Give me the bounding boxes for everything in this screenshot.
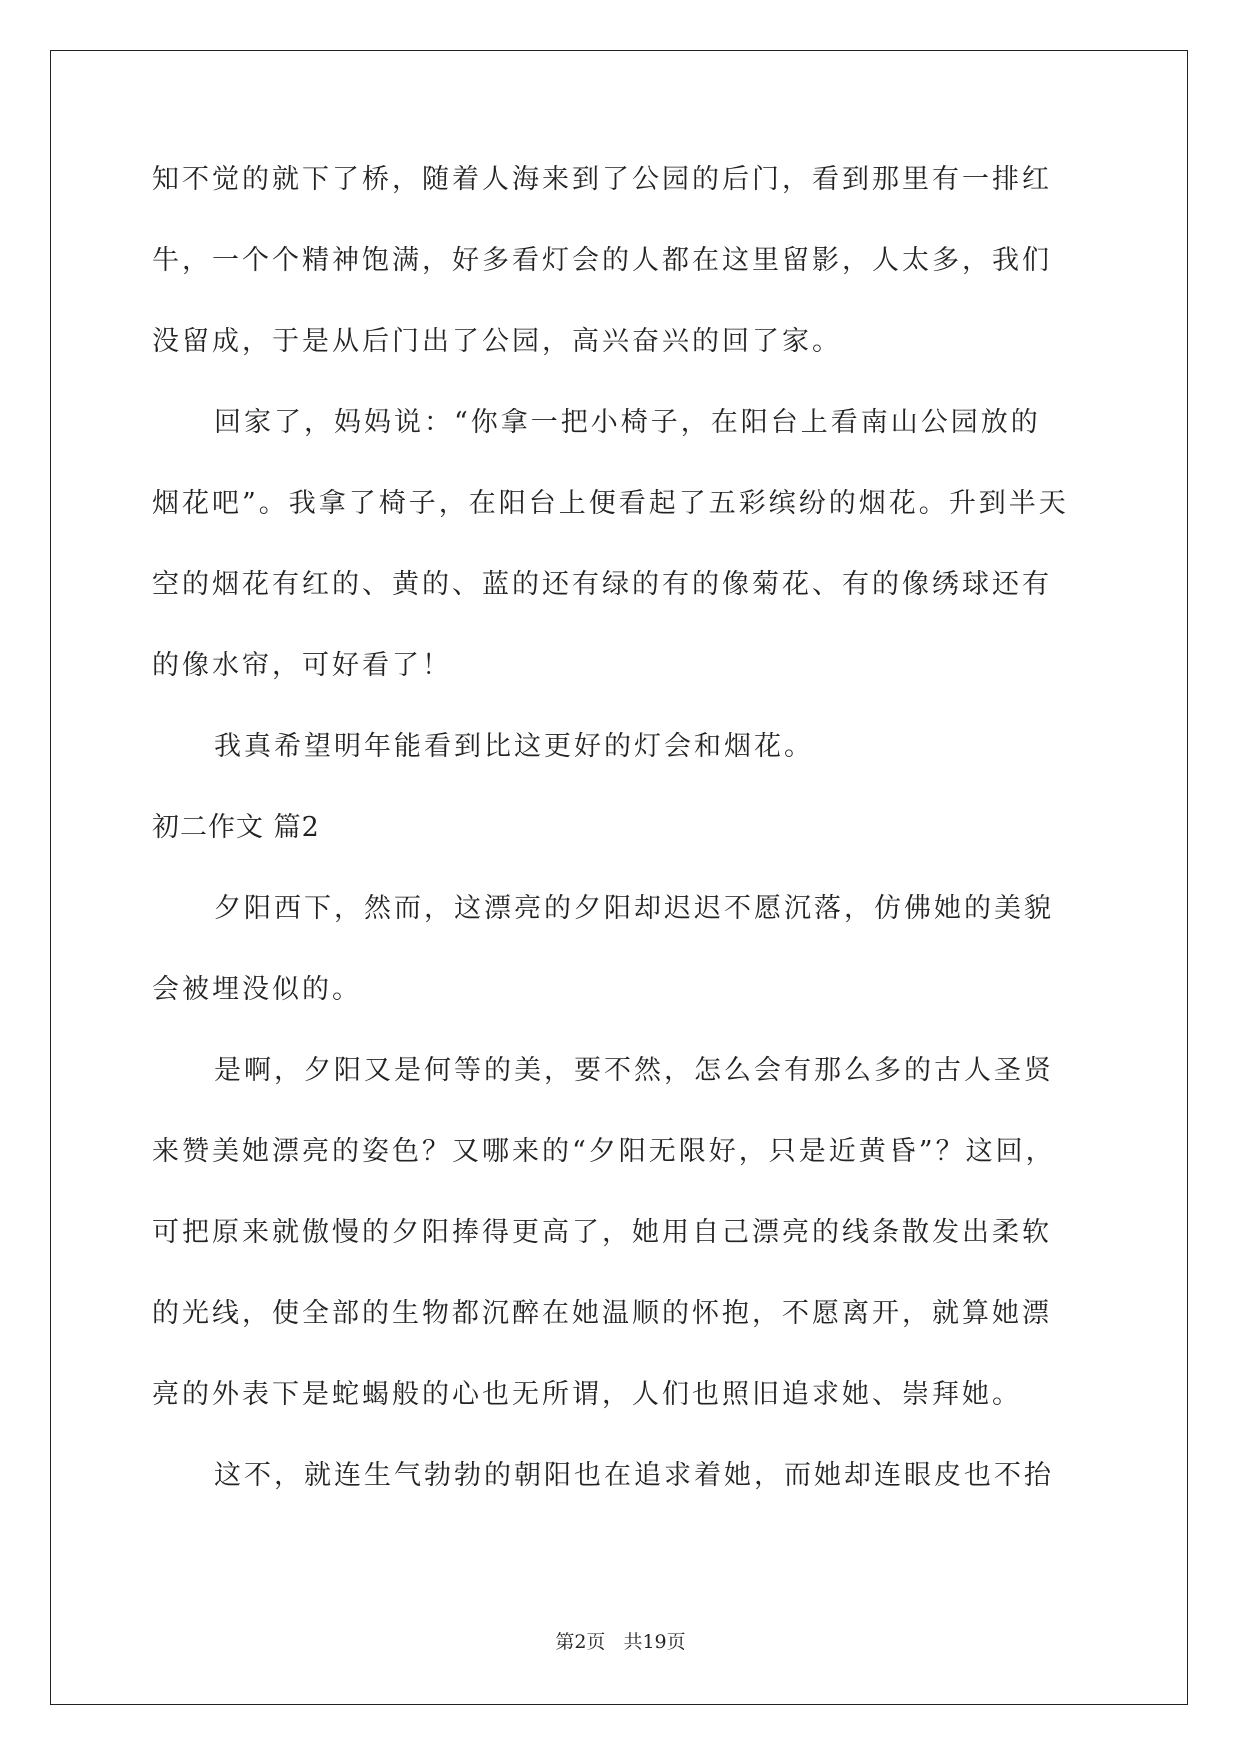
text-line: 是啊，夕阳又是何等的美，要不然，怎么会有那么多的古人圣贤	[214, 1055, 1054, 1086]
text-line: 牛，一个个精神饱满，好多看灯会的人都在这里留影，人太多，我们	[152, 245, 1052, 276]
page-total: 共19页	[623, 1631, 686, 1653]
text-line: 可把原来就傲慢的夕阳捧得更高了，她用自己漂亮的线条散发出柔软	[152, 1217, 1052, 1248]
text-line: 会被埋没似的。	[152, 974, 362, 1005]
text-line: 的像水帘，可好看了！	[152, 650, 452, 681]
page-number: 第2页	[555, 1631, 606, 1653]
section-heading: 初二作文 篇2	[152, 812, 320, 843]
text-line: 这不，就连生气勃勃的朝阳也在追求着她，而她却连眼皮也不抬	[214, 1460, 1054, 1491]
text-line: 空的烟花有红的、黄的、蓝的还有绿的有的像菊花、有的像绣球还有	[152, 569, 1052, 600]
text-line: 来赞美她漂亮的姿色？又哪来的“夕阳无限好，只是近黄昏”？这回，	[152, 1136, 1056, 1167]
text-line: 夕阳西下，然而，这漂亮的夕阳却迟迟不愿沉落，仿佛她的美貌	[214, 893, 1054, 924]
document-body	[152, 160, 1092, 1537]
page-footer	[0, 1627, 1241, 1654]
text-line: 的光线，使全部的生物都沉醉在她温顺的怀抱，不愿离开，就算她漂	[152, 1298, 1052, 1329]
text-line: 亮的外表下是蛇蝎般的心也无所谓，人们也照旧追求她、崇拜她。	[152, 1379, 1022, 1410]
text-line: 知不觉的就下了桥，随着人海来到了公园的后门，看到那里有一排红	[152, 164, 1052, 195]
text-line: 没留成，于是从后门出了公园，高兴奋兴的回了家。	[152, 326, 842, 357]
text-line: 回家了，妈妈说：“你拿一把小椅子，在阳台上看南山公园放的	[214, 407, 1041, 438]
text-line: 烟花吧”。我拿了椅子，在阳台上便看起了五彩缤纷的烟花。升到半天	[152, 488, 1069, 519]
text-line: 我真希望明年能看到比这更好的灯会和烟花。	[214, 731, 814, 762]
